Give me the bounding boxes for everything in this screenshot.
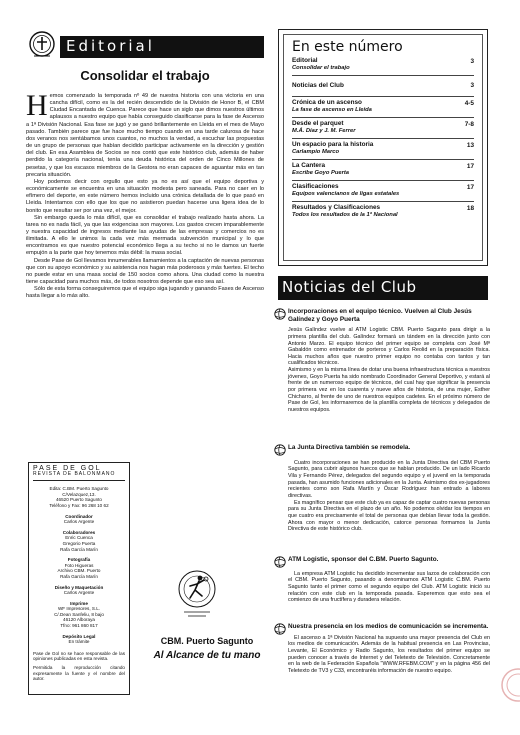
toc-item — [292, 160, 474, 181]
news-item — [274, 444, 490, 533]
news-headline: Incorporaciones en el equipo técnico. Vuelven al Club Jesús Galíndez y Goyo Puerta — [288, 308, 472, 323]
masthead-heading: Coordinador — [65, 513, 93, 519]
masthead-line: En trámite — [68, 639, 90, 645]
editorial-paragraph: Desde Pase de Gol llevamos innumerables llamamientos a la captación de nuevas personas que con su apoyo económico y su asistencia nos hagan más poderosos y más fuertes. El techo no puede estar en una masa social de 150 socios como ahora. Una ciudad como la nuestra tiene capacidad para muchos más, de todos nosotros depende que eso sea así. — [26, 257, 264, 286]
masthead-line: Teléfono y Fax: 96 268 10 62 — [49, 502, 109, 508]
masthead-line: Enric Cuenca — [65, 535, 93, 541]
toc-item — [292, 202, 474, 222]
masthead-line: Carlos Argente — [63, 590, 95, 596]
news-body — [288, 460, 490, 533]
masthead-line: Carlos Argente — [63, 519, 95, 525]
news-headline: Nuestra presencia en los medios de comunicación se incrementa. — [288, 623, 489, 630]
club-name: CBM. Puerto Sagunto — [160, 636, 254, 646]
toc-item — [292, 118, 474, 139]
toc-item-page: 18 — [466, 205, 474, 212]
masthead-legal: Permitida la reproducción citando expresamente la fuente y el nombre del autor. — [33, 665, 125, 682]
news-paragraph: El ascenso a 1ª División Nacional ha supuesto una mayor presencia del Club en los medios de comunicación. Además de la habitual presencia en Las Provincias, Levante, El Económico y Radio Sagunto, los resultados del primer equipo se pueden conocer a través de Internet y del Teletexto de Televisión. Concretamente en la web de la Federación Española "WWW.RFEBM.COM" y en la página 456 del Teletexto de TV3 y C33, encontraréis información de nuestro equipo. — [288, 634, 490, 674]
editorial-header — [26, 30, 264, 62]
toc-item-page: 3 — [470, 58, 474, 65]
masthead-line: Gregorio Puerta — [62, 540, 96, 546]
masthead-line: Edita: C.BM. Puerto Sagunto — [49, 486, 109, 492]
editorial-subtitle: Consolidar el trabajo — [80, 68, 210, 83]
toc-item-page: 17 — [466, 184, 474, 191]
news-paragraph: La empresa ATM Logistic ha decidido incrementar sus lazos de colaboración con el CBM. Puerto Sagunto, pasando a denominarnos ATM Logistic C.BM. Puerto Sagunto tanto el primer como el segundo equipo del Club. ATM Logistic inició su relación con este club en la temporada pasada. Esperemos que esto sea el comienzo de una fructífera y duradera relación. — [288, 570, 490, 604]
news-paragraph: Jesús Galíndez vuelve al ATM Logistic CBM. Puerto Sagunto para dirigir a la primera plantilla del club. Galíndez formará un tándem en la dirección junto con Antonio Marzo. El equipo técnico del primer equipo se completa con José Mª Gabaldón como entrenador de porteros y Carlos Reolid en la preparación física. Hacia muchos años que nuestro primer equipo no contaba con tantos y tan cualificados técnicos. — [288, 327, 490, 367]
news-paragraph: Asimismo y en la misma línea de dotar una buena infraestructura técnica a nuestros jóvenes, Goyo Puerta ha sido nombrado Coordinador General Deportivo, y estará al frente de un numeroso equipo de técnicos, del cual hay que significar la presencia por primera vez en los cuarenta y nueve años de historia, de una mujer, Esther Chicharro, al frente de uno de nuestros equipos cadetes. En el próximo número de Pase de Gol, les informaremos de la plantilla completa de técnicos y delegados de nuestros equipos. — [288, 367, 490, 414]
masthead-section — [33, 634, 125, 645]
masthead-line: C/.Dean Sanfeliu, 8 bajo — [54, 611, 104, 617]
masthead-section — [33, 557, 125, 579]
toc-inner-frame — [283, 34, 483, 261]
masthead-heading: Fotografía — [67, 557, 91, 563]
masthead-heading: Diseño y Maquetación — [54, 584, 104, 590]
editorial-paragraph-text: emos comenzado la temporada nº 49 de nuestra historia con una victoria en una cancha difícil, como es la del recién descendido de la División de Honor B, el CBM Ciudad Encantada de Cuenca. Parece que hace un siglo que dimos nuestros últimos aplausos a nuestro equipo que había conseguido clasificarse para la fase de Ascenso a 1ª División Nacional. Esa fase se jugó y se ganó brillantemente en Lleida en el mes de Mayo pasado. También parece que fue hace mucho tiempo cuando en una tarde calurosa de hace dos veranos nos sentábamos unos cuantos, no muchos la verdad, a escuchar las propuestas de un grupo de personas que habían decidido participar activamente en la dirección y gestión del club. En esa Asamblea de Socios se nos contó que este histórico club, además de haber perdido la categoría nacional, tenía una deuda histórica del orden de Cinco Millones de pesetas, y que los escasos miembros de la Gestora no eran capaces de aguantar más en tan precaria situación. — [26, 93, 264, 178]
masthead-section — [33, 601, 125, 629]
masthead-line: Archivo CBM. Puerto — [57, 568, 101, 574]
masthead-line: 46520 Puerto Sagunto — [56, 497, 102, 503]
toc-item — [292, 76, 474, 97]
masthead-line: 46120 Alboraya — [63, 617, 95, 623]
masthead-section — [33, 530, 125, 552]
toc-item-page: 4-5 — [464, 100, 474, 107]
masthead-heading: Depósito Legal — [62, 633, 96, 639]
masthead-line: C/Velazquez,13. — [62, 491, 96, 497]
masthead-heading: Colaboradores — [62, 529, 96, 535]
toc-item-page: 17 — [466, 163, 474, 170]
toc-item-title: Desde el parquet — [292, 120, 344, 127]
masthead-heading: Imprime — [70, 600, 88, 606]
masthead-line: Rafa García Marín — [60, 573, 98, 579]
toc-title: En este número — [292, 39, 403, 55]
masthead-line: Foto Higueras — [64, 562, 94, 568]
toc-item-subtitle: Escribe Goyo Puerta — [292, 170, 350, 176]
news-item — [274, 556, 490, 604]
editorial-column — [26, 30, 264, 301]
toc-item-title: Noticias del Club — [292, 82, 344, 89]
masthead-legal: Pase de Gol no se hace responsable de las opiniones publicadas en esta revista. — [33, 650, 125, 662]
toc-item-page: 3 — [470, 82, 474, 89]
toc-item-subtitle: Todos los resultados de la 1ª Nacional — [292, 212, 398, 218]
news-paragraph: Cuatro incorporaciones se han producido en la Junta Directiva del CBM Puerto Sagunto, para cubrir algunos huecos que se habían producido. De un lado Ricardo Vila y Fernando Pérez, delegados del segundo equipo y el juvenil en la temporada pasada, han asumido funciones adicionales en la Junta. Asimismo dos ex-jugadores recientes como son Rafa Martín y Óscar Rodríguez han entrado a labores directivas. — [288, 459, 490, 499]
toc-item-title: La Cantera — [292, 162, 326, 169]
masthead-line: WF Impresores, S.L. — [57, 606, 101, 612]
masthead-line: Tfno: 961 860 817 — [60, 623, 98, 629]
editorial-paragraph: Sin embargo queda lo más difícil, que es consolidar el trabajo realizado hasta ahora. La tarea no es nada fácil, ya que las exigencias son mayores. Los gastos crecen imparablemente y nuestra capacidad de ingresos mediante las ayudas de las empresas y comercios no es ilimitada. A ello le unimos la cada vez más mermada subvención municipal y lo que encontramos es que nuestro potencial económico llega a su techo si no le damos un fuerte empujón a la parte que hoy tenemos más débil: la masa social. — [26, 214, 264, 257]
toc-item-title: Editorial — [292, 57, 318, 64]
toc-item-title: Clasificaciones — [292, 183, 339, 190]
toc-item-subtitle: M.Á. Díaz y J. M. Ferrer — [292, 128, 356, 134]
news-body — [288, 571, 490, 604]
news-body — [288, 327, 490, 414]
toc-item-subtitle: La fase de ascenso en Lleida — [292, 107, 372, 113]
editorial-section-title: Editorial — [66, 37, 155, 55]
toc-item-title: Resultados y Clasificaciones — [292, 204, 381, 211]
news-headline: La Junta Directiva también se remodela. — [288, 444, 411, 451]
editorial-paragraph — [26, 89, 264, 179]
masthead-section — [33, 514, 125, 525]
toc-item-title: Un espacio para la historia — [292, 141, 374, 148]
toc-item-page: 7-8 — [464, 121, 474, 128]
masthead-line: Rafa García Marín — [60, 546, 98, 552]
news-headline: ATM Logistic, sponsor del C.BM. Puerto Sagunto. — [288, 556, 439, 563]
masthead-subtitle: REVISTA DE BALONMANO — [33, 472, 125, 482]
handball-club-crest-icon — [176, 568, 218, 618]
toc-item — [292, 97, 474, 118]
masthead-editor — [33, 486, 125, 508]
handball-icon — [274, 556, 286, 568]
news-item — [274, 623, 490, 675]
toc-item-title: Crónica de un ascenso — [292, 99, 362, 106]
editorial-body — [26, 89, 264, 301]
handball-icon — [274, 308, 286, 320]
masthead-box — [28, 462, 130, 695]
toc-item-subtitle: Carlampio Marco — [292, 149, 340, 155]
table-of-contents — [278, 29, 488, 266]
handball-icon — [274, 444, 286, 456]
club-slogan: Al Alcance de tu mano — [153, 650, 261, 661]
news-section-bar — [278, 276, 488, 300]
library-stamp-icon — [500, 655, 520, 715]
toc-item — [292, 55, 474, 76]
toc-item-subtitle: Equipos valencianos de ligas estatales — [292, 191, 400, 197]
toc-item-page: 13 — [466, 142, 474, 149]
toc-item-subtitle: Consolidar el trabajo — [292, 65, 350, 71]
news-section-title: Noticias del Club — [282, 278, 417, 296]
editorial-paragraph: Sólo de esta forma conseguiremos que el equipo siga jugando y ganando Fases de Ascenso hasta llegar a lo más alto. — [26, 286, 264, 300]
club-seal-icon — [28, 30, 56, 60]
news-body — [288, 635, 490, 675]
toc-item — [292, 181, 474, 202]
news-paragraph: Es magnífico pensar que este club ya es capaz de captar cuatro nuevas personas para su Junta Directiva en el plazo de un año. No podemos olvidar los tiempos en que cuatro era precisamente el total de personas que debían llevar toda la gestión. Ahora con mayor o menor dedicación, catorce personas formamos la Junta Directiva de este histórico club. — [288, 499, 490, 533]
editorial-paragraph: Hoy podemos decir con orgullo que esto ya no es así que el equipo deportiva y económicamente se encuentra en una situación modesta pero saneada. Para no caer en lo efímero del deporte, en este número hemos incluido una crónica detallada de lo que pasó en Lleida. Intentamos con ello que los que no asistieron puedan hacerse una ligera idea de lo bonito que resultar ser por una vez, el mejor. — [26, 178, 264, 214]
toc-item — [292, 139, 474, 160]
handball-icon — [274, 623, 286, 635]
masthead-section — [33, 585, 125, 596]
news-item — [274, 308, 490, 414]
masthead-name: PASE DE GOL — [33, 465, 102, 472]
drop-cap: H — [26, 89, 48, 122]
